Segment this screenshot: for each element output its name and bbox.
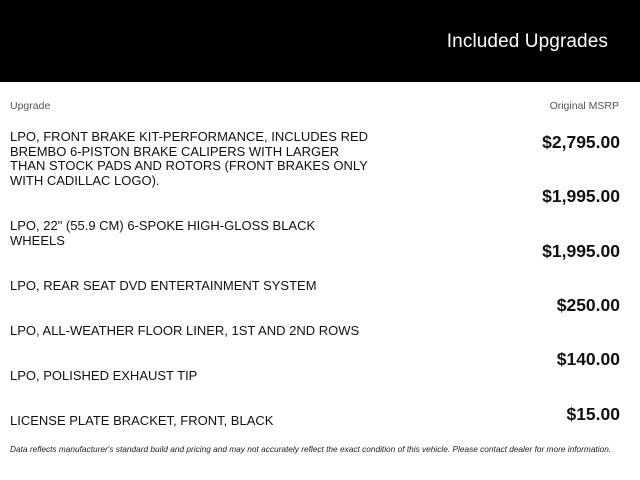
upgrade-name: LPO, POLISHED EXHAUST TIP (10, 368, 198, 383)
upgrade-name: LICENSE PLATE BRACKET, FRONT, BLACK (10, 413, 274, 428)
upgrade-name: LPO, FRONT BRAKE KIT-PERFORMANCE, INCLUDES RED BREMBO 6-PISTON BRAKE CALIPERS WITH LARGER THAN STOCK PADS AND ROTORS (FRONT BRAKES ONLY WITH CADILLAC LOGO). (10, 129, 369, 188)
upgrade-price: $1,995.00 (542, 241, 620, 261)
upgrade-price: $140.00 (556, 349, 620, 369)
upgrade-name: LPO, 22" (55.9 CM) 6-SPOKE HIGH-GLOSS BLACK WHEELS (10, 218, 316, 248)
upgrade-price: $15.00 (566, 404, 620, 424)
upgrade-price: $250.00 (556, 295, 620, 315)
upgrade-price: $1,995.00 (542, 186, 620, 206)
upgrade-name: LPO, REAR SEAT DVD ENTERTAINMENT SYSTEM (10, 278, 317, 293)
header-bar (0, 0, 640, 82)
column-header-upgrade: Upgrade (10, 100, 51, 112)
page-title: Included Upgrades (446, 31, 608, 52)
upgrade-price: $2,795.00 (542, 132, 620, 152)
disclaimer-text: Data reflects manufacturer's standard build and pricing and may not accurately reflect the exact condition of this vehicle. Please contact dealer for more information. (10, 444, 612, 454)
upgrade-name: LPO, ALL-WEATHER FLOOR LINER, 1ST AND 2ND ROWS (10, 323, 360, 338)
column-header-msrp: Original MSRP (549, 100, 619, 112)
